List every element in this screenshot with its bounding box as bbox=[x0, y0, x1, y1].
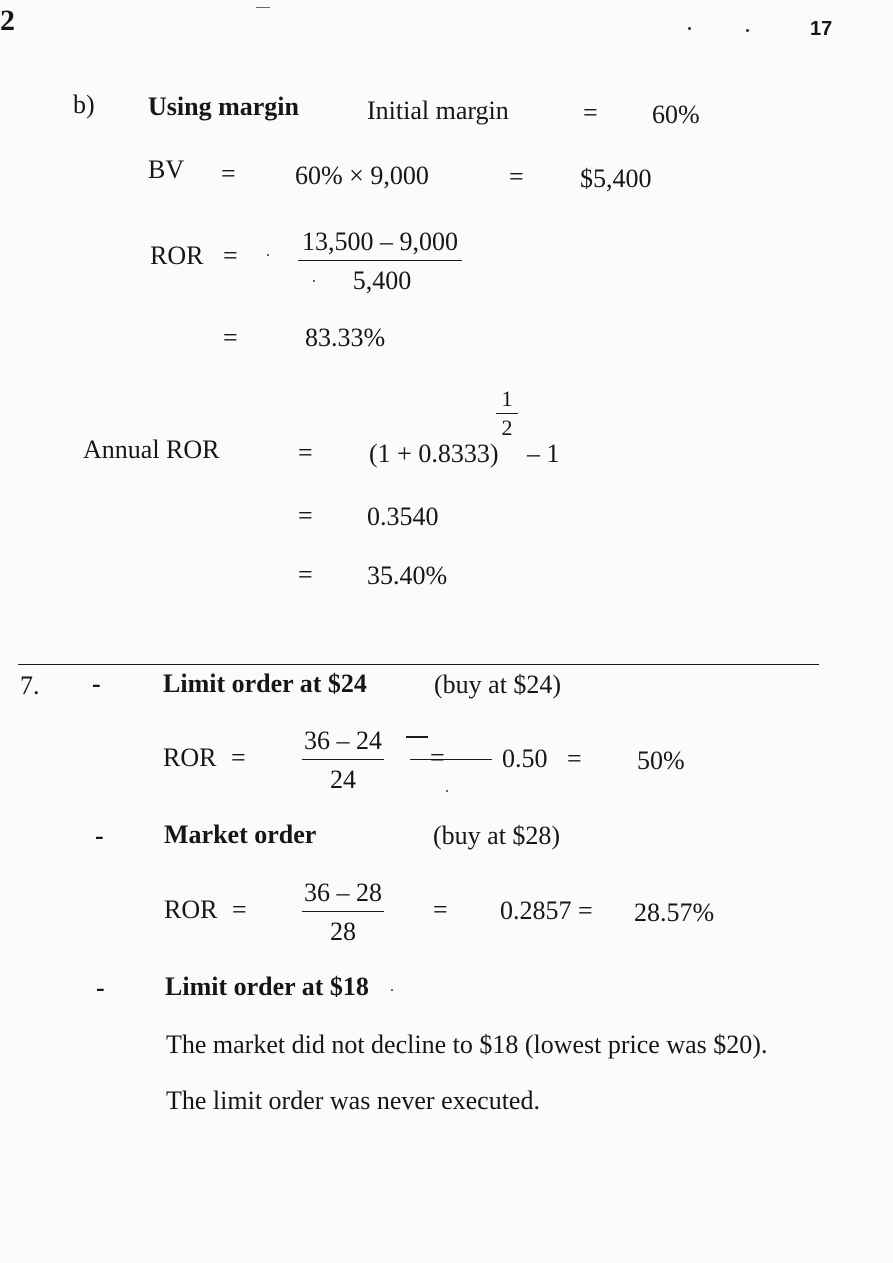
market-note: (buy at $28) bbox=[433, 821, 561, 850]
speck bbox=[313, 280, 315, 282]
fraction-denominator: 5,400 bbox=[352, 266, 412, 295]
market-fraction bbox=[302, 880, 384, 945]
page-number: 17 bbox=[810, 18, 833, 40]
header-mark bbox=[256, 7, 270, 8]
equals-sign: = bbox=[433, 895, 448, 924]
bullet-dash: - bbox=[96, 973, 105, 1002]
equals-sign: = bbox=[583, 98, 598, 127]
equals-sign: = bbox=[509, 162, 524, 191]
equals-sign: = bbox=[430, 743, 445, 772]
annual-minus-one: – 1 bbox=[527, 439, 560, 468]
equals-sign: = bbox=[231, 743, 246, 772]
fraction-denominator: 28 bbox=[330, 917, 356, 946]
question-number: 7. bbox=[20, 671, 40, 700]
bullet-dash: - bbox=[95, 821, 104, 850]
stroke-mark bbox=[406, 736, 428, 738]
section-divider bbox=[18, 664, 819, 665]
part-heading: Using margin bbox=[148, 92, 299, 121]
annual-percent: 35.40% bbox=[367, 561, 448, 590]
fraction-numerator: 36 – 24 bbox=[304, 726, 382, 755]
fraction-denominator: 24 bbox=[330, 765, 356, 794]
speck bbox=[746, 29, 749, 32]
equals-sign: = bbox=[567, 744, 582, 773]
speck bbox=[688, 27, 691, 30]
annual-base: (1 + 0.8333) bbox=[369, 439, 499, 468]
exponent-fraction bbox=[496, 388, 518, 439]
fraction-numerator: 13,500 – 9,000 bbox=[302, 227, 458, 256]
limit24-decimal: 0.50 bbox=[502, 744, 548, 773]
equals-sign: = bbox=[298, 438, 313, 467]
speck bbox=[267, 254, 269, 256]
part-label: b) bbox=[73, 90, 95, 119]
equals-sign: = bbox=[221, 159, 236, 188]
limit24-title: Limit order at $24 bbox=[163, 669, 367, 698]
ror-label: ROR bbox=[163, 743, 217, 772]
exponent-denominator: 2 bbox=[501, 415, 513, 440]
equals-sign: = bbox=[298, 560, 313, 589]
market-decimal: 0.2857 = bbox=[500, 896, 593, 925]
equals-sign: = bbox=[298, 501, 313, 530]
leader-line bbox=[410, 759, 492, 760]
limit18-title: Limit order at $18 bbox=[165, 972, 369, 1001]
annual-ror-label: Annual ROR bbox=[83, 435, 220, 464]
ror-label: ROR bbox=[150, 241, 204, 270]
limit24-note: (buy at $24) bbox=[434, 670, 562, 699]
bv-label: BV bbox=[148, 155, 185, 184]
equals-sign: = bbox=[223, 323, 238, 352]
initial-margin-label: Initial margin bbox=[367, 96, 509, 125]
bv-expression: 60% × 9,000 bbox=[295, 161, 429, 190]
limit18-explanation-2: The limit order was never executed. bbox=[166, 1086, 540, 1115]
fraction-numerator: 36 – 28 bbox=[304, 878, 382, 907]
speck bbox=[446, 790, 448, 792]
limit24-fraction bbox=[302, 728, 384, 793]
annual-decimal: 0.3540 bbox=[367, 502, 439, 531]
market-percent: 28.57% bbox=[634, 898, 715, 927]
ror-label: ROR bbox=[164, 895, 218, 924]
equals-sign: = bbox=[223, 241, 238, 270]
ror-fraction bbox=[298, 229, 462, 294]
initial-margin-value: 60% bbox=[652, 100, 700, 129]
speck bbox=[391, 989, 393, 991]
limit24-percent: 50% bbox=[637, 746, 685, 775]
bv-value: $5,400 bbox=[580, 164, 652, 193]
bullet-dash: - bbox=[92, 669, 101, 698]
exponent-numerator: 1 bbox=[501, 386, 513, 411]
ror-result: 83.33% bbox=[305, 323, 386, 352]
corner-number: 2 bbox=[0, 4, 15, 37]
equals-sign: = bbox=[232, 895, 247, 924]
limit18-explanation-1: The market did not decline to $18 (lowest price was $20). bbox=[166, 1030, 768, 1059]
market-title: Market order bbox=[164, 820, 317, 849]
